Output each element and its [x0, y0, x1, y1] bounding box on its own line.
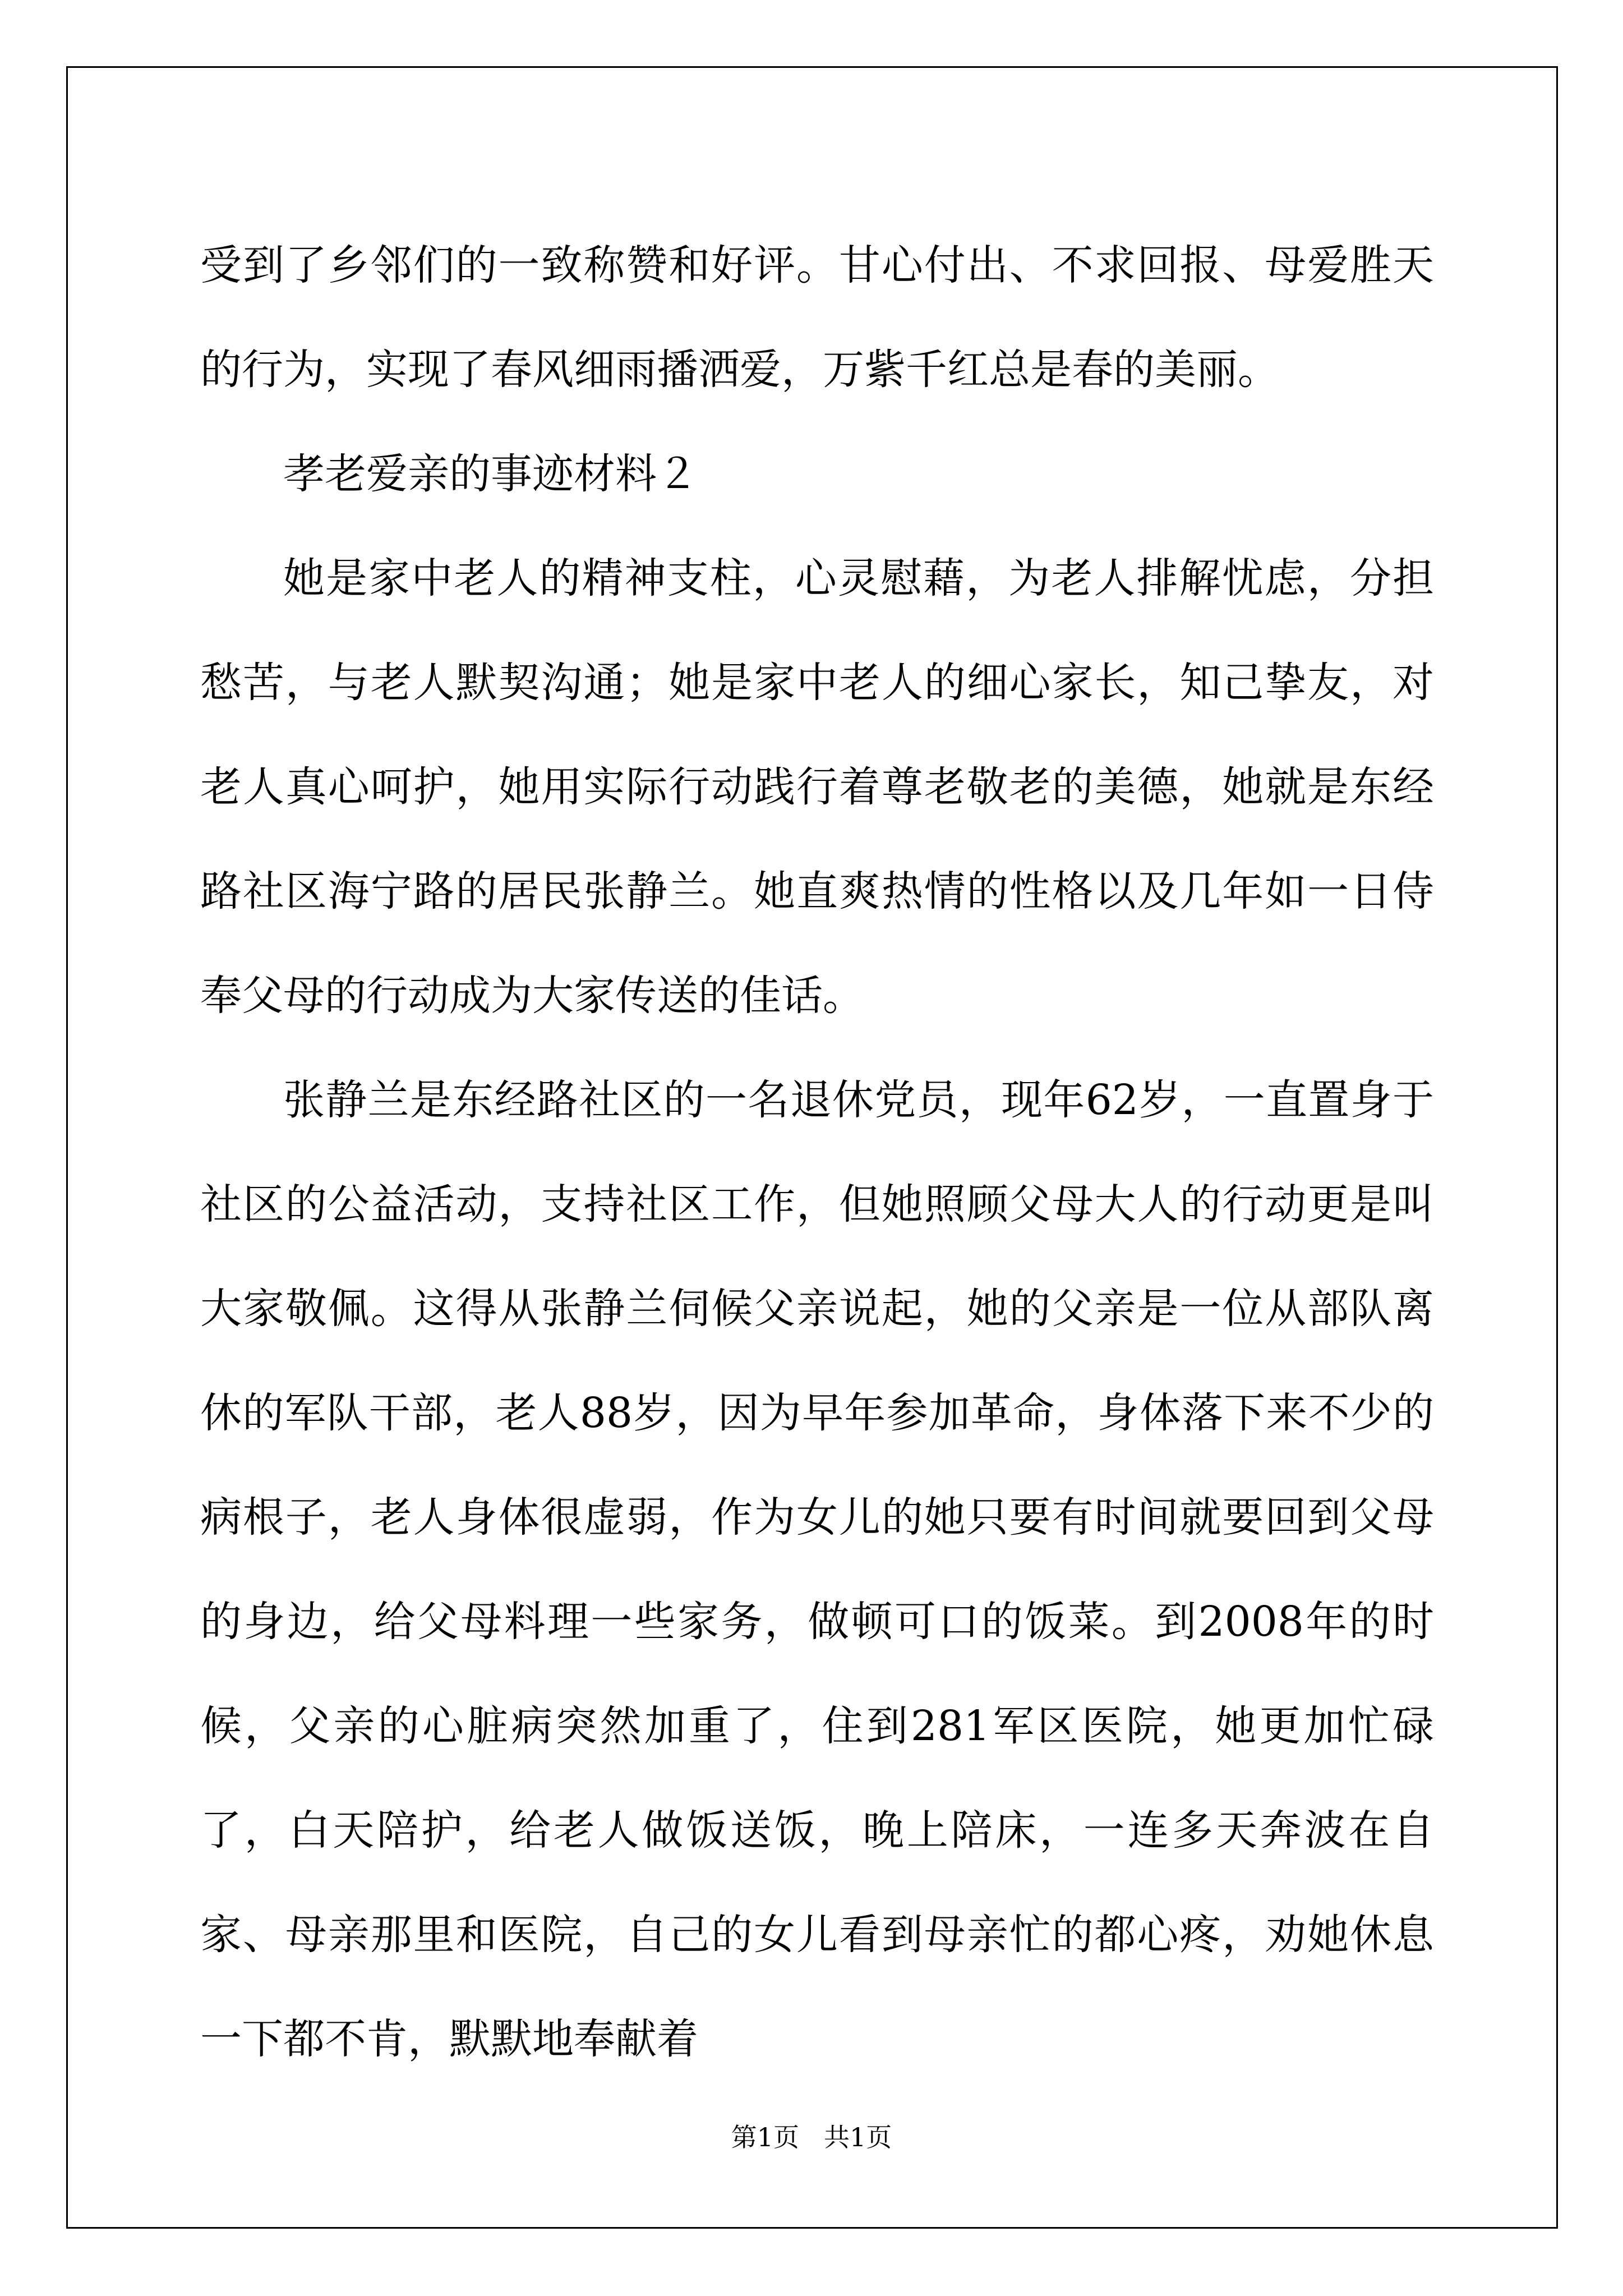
page-footer	[0, 2120, 1623, 2154]
paragraph-3: 张静兰是东经路社区的一名退休党员，现年62岁，一直置身于社区的公益活动，支持社区工作，但她照顾父母大人的行动更是叫大家敬佩。这得从张静兰伺候父亲说起，她的父亲是一位从部队离休的军队干部，老人88岁，因为早年参加革命，身体落下来不少的病根子，老人身体很虚弱，作为女儿的她只要有时间就要回到父母的身边，给父母料理一些家务，做顿可口的饭菜。到2008年的时候，父亲的心脏病突然加重了，住到281军区医院，她更加忙碌了，白天陪护，给老人做饭送饭，晚上陪床，一连多天奔波在自家、母亲那里和医院，自己的女儿看到母亲忙的都心疼，劝她休息一下都不肯，默默地奉献着	[200, 1076, 1434, 2063]
paragraph-2: 她是家中老人的精神支柱，心灵慰藉，为老人排解忧虑，分担愁苦，与老人默契沟通；她是家中老人的细心家长，知己挚友，对老人真心呵护，她用实际行动践行着尊老敬老的美德，她就是东经路社区海宁路的居民张静兰。她直爽热情的性格以及几年如一日侍奉父母的行动成为大家传送的佳话。	[200, 554, 1434, 1020]
paragraph-1: 受到了乡邻们的一致称赞和好评。甘心付出、不求回报、母爱胜天的行为，实现了春风细雨播洒爱，万紫千红总是春的美丽。	[200, 241, 1434, 394]
page-number-total: 共1页	[823, 2122, 892, 2152]
document-body	[200, 213, 1434, 2091]
footer-spacer	[799, 2122, 824, 2152]
section-heading: 孝老爱亲的事迹材料２	[283, 450, 698, 498]
page-number-current: 第1页	[731, 2122, 800, 2152]
